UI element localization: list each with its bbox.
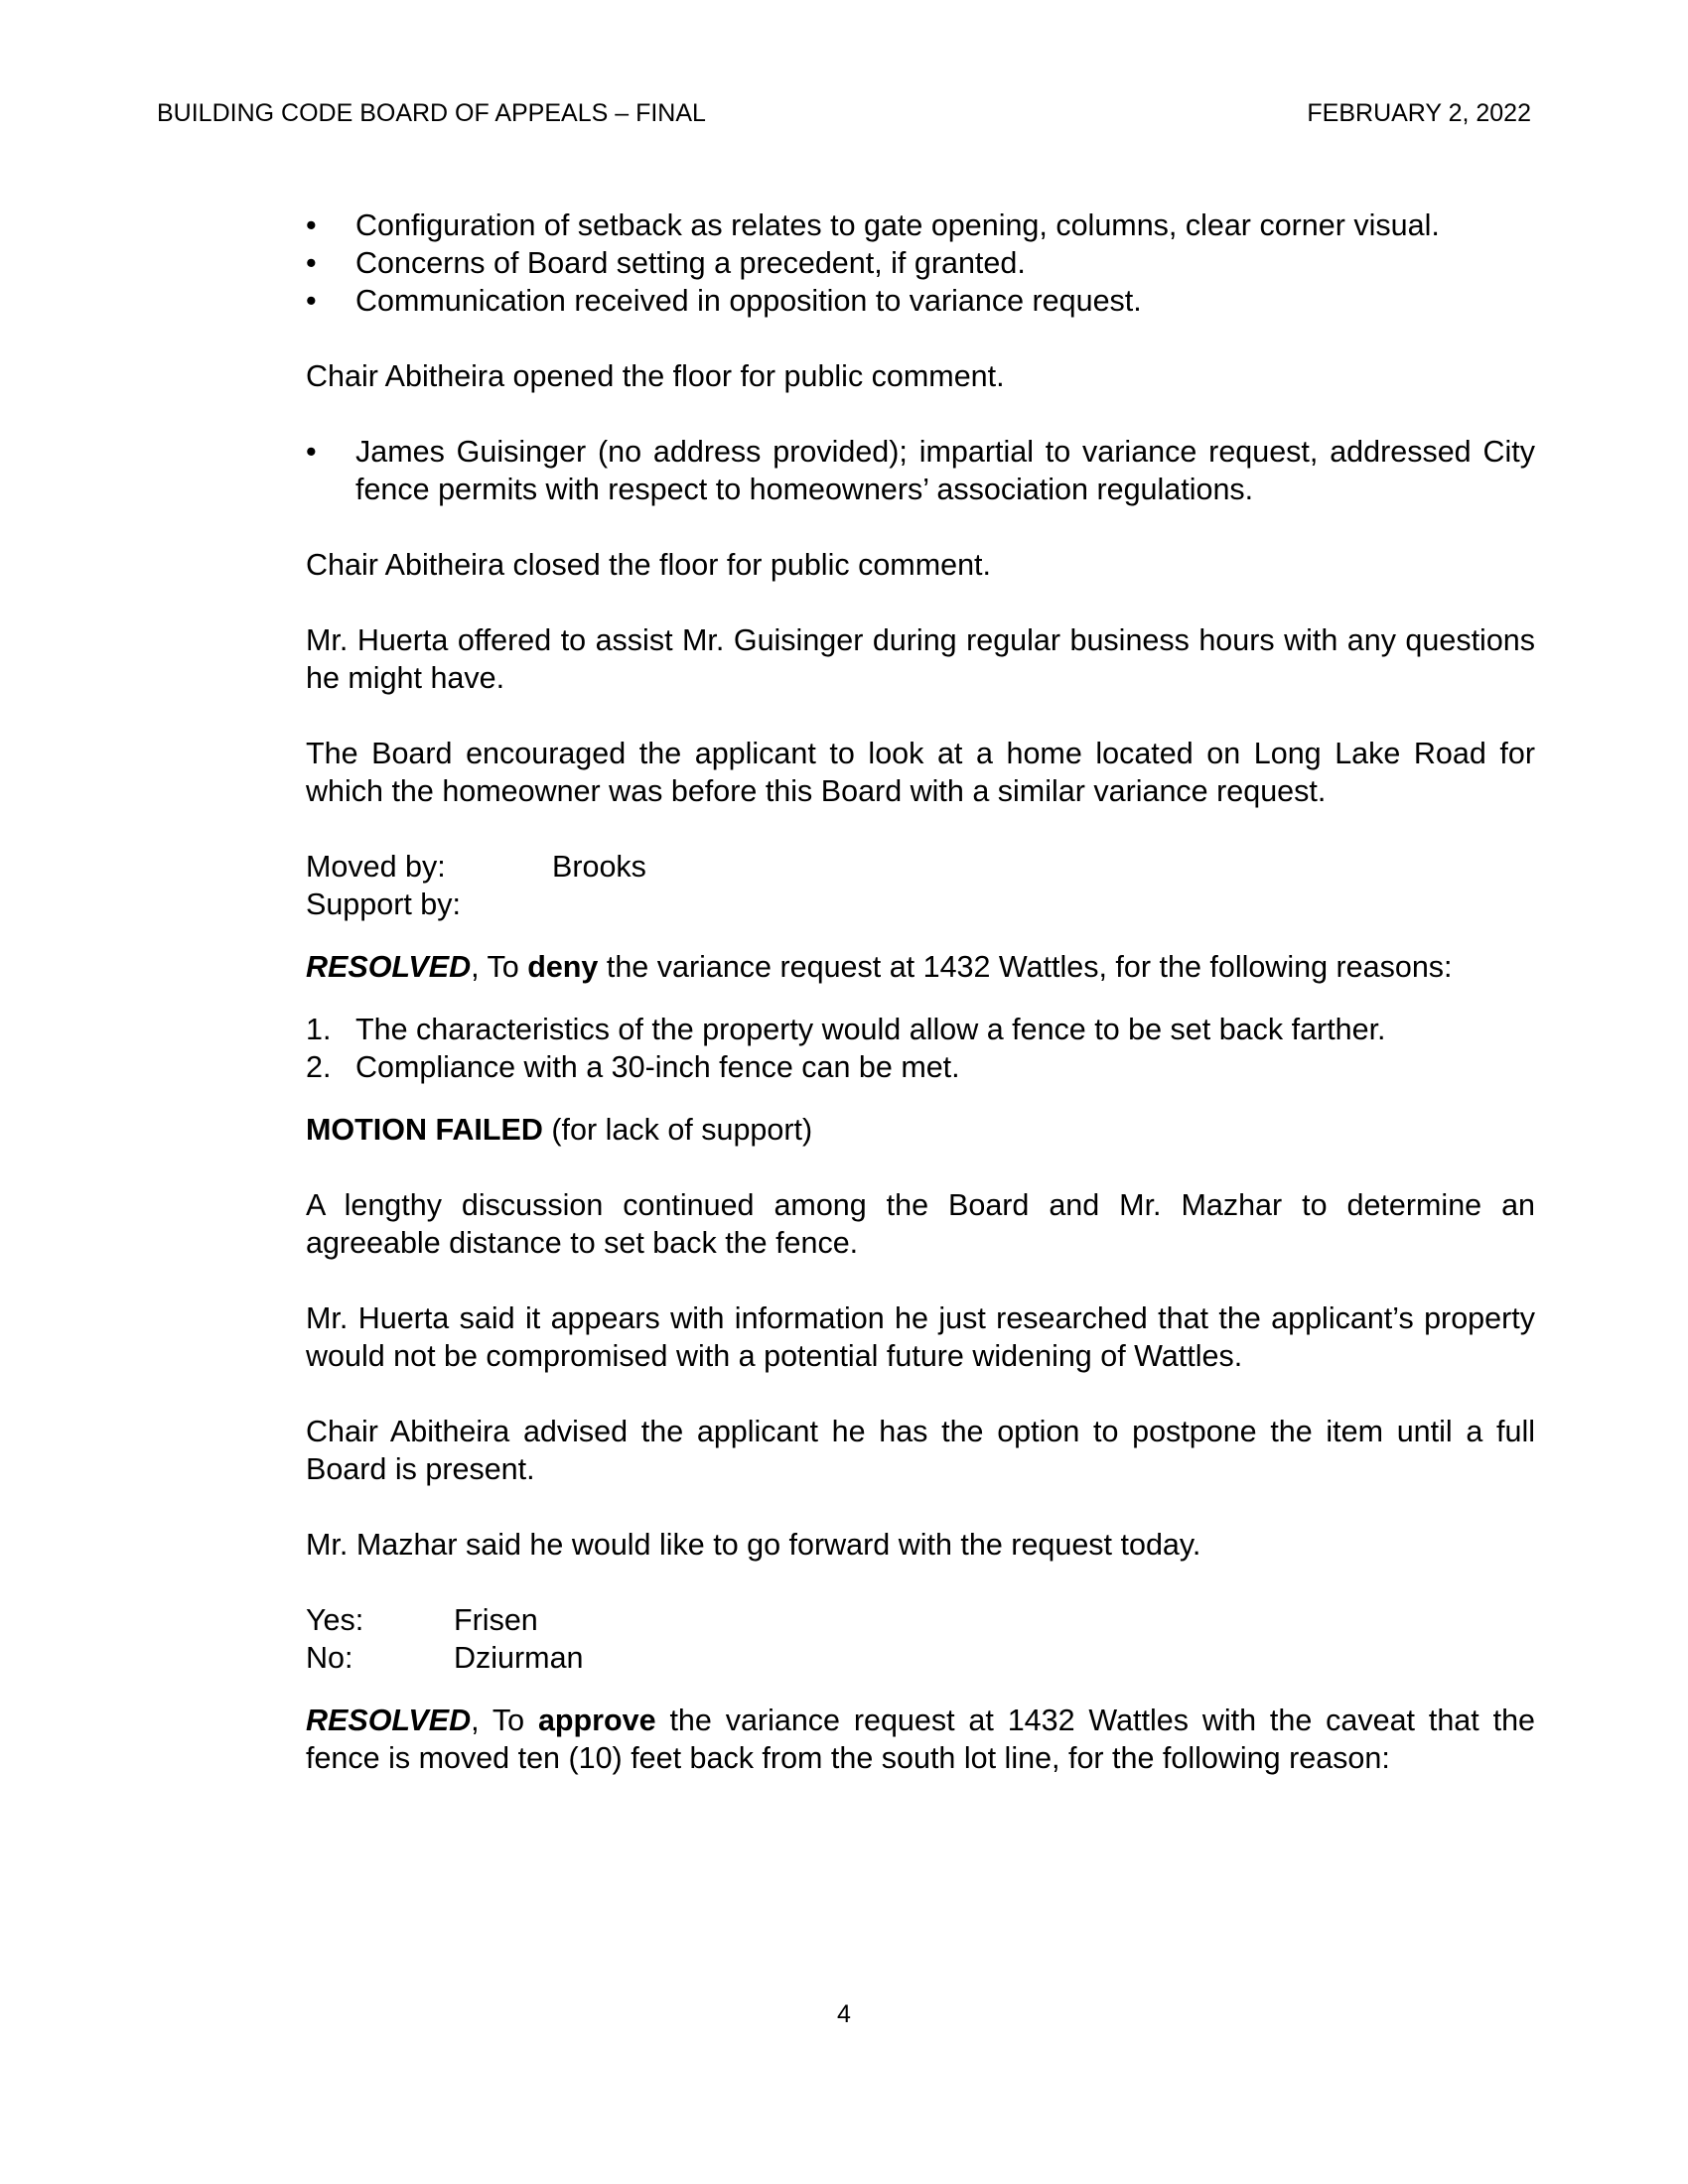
paragraph-open-floor: Chair Abitheira opened the floor for public comment. (306, 359, 1005, 393)
document-body (306, 206, 1535, 1777)
bullet-icon: • (306, 435, 317, 469)
discussion-bullet-list (306, 206, 1535, 320)
motion-1-movers (306, 848, 1535, 923)
vote-no-label: No: (306, 1641, 353, 1675)
paragraph-huerta-offer: Mr. Huerta offered to assist Mr. Guisinger during regular business hours with any questions he might have. (306, 623, 1535, 695)
bullet-icon: • (306, 246, 317, 280)
public-comment-list (306, 433, 1535, 508)
support-by-row (306, 886, 1535, 923)
vote-yes-row (306, 1601, 1535, 1639)
motion-result: MOTION FAILED (for lack of support) (306, 1113, 813, 1147)
vote-block (306, 1601, 1535, 1677)
paragraph-chair-advised: Chair Abitheira advised the applicant he has the option to postpone the item until a full Board is present. (306, 1415, 1535, 1486)
list-item: 2. Compliance with a 30-inch fence can be met. (306, 1050, 960, 1084)
bullet-icon: • (306, 208, 317, 242)
paragraph-huerta-research: Mr. Huerta said it appears with information he just researched that the applicant’s property would not be compromised with a potential future widening of Wattles. (306, 1301, 1535, 1373)
paragraph-lengthy-discussion: A lengthy discussion continued among the Board and Mr. Mazhar to determine an agreeable distance to set back the fence. (306, 1188, 1535, 1260)
list-item: • Concerns of Board setting a precedent, if granted. (306, 246, 1026, 280)
resolution-deny: RESOLVED, To deny the variance request at 1432 Wattles, for the following reasons: (306, 950, 1453, 984)
moved-by-value: Brooks (552, 850, 646, 884)
vote-yes-label: Yes: (306, 1603, 364, 1637)
vote-yes-value: Frisen (454, 1603, 538, 1637)
paragraph-board-encouraged: The Board encouraged the applicant to look at a home located on Long Lake Road for which the homeowner was before this Board with a similar variance request. (306, 737, 1535, 808)
list-item: • James Guisinger (no address provided); impartial to variance request, addressed City fence permits with respect to homeowners’ association regulations. (306, 435, 1535, 506)
header-date: FEBRUARY 2, 2022 (1307, 99, 1531, 127)
header-title: BUILDING CODE BOARD OF APPEALS – FINAL (157, 99, 706, 127)
list-item: • Communication received in opposition to variance request. (306, 284, 1142, 318)
page-header (157, 99, 1531, 128)
deny-reasons-list (306, 1011, 1535, 1086)
paragraph-close-floor: Chair Abitheira closed the floor for public comment. (306, 548, 991, 582)
list-item: 1. The characteristics of the property would allow a fence to be set back farther. (306, 1013, 1386, 1046)
bullet-icon: • (306, 284, 317, 318)
vote-no-value: Dziurman (454, 1641, 584, 1675)
paragraph-mazhar: Mr. Mazhar said he would like to go forward with the request today. (306, 1528, 1201, 1562)
vote-no-row (306, 1639, 1535, 1677)
list-item: • Configuration of setback as relates to gate opening, columns, clear corner visual. (306, 208, 1440, 242)
moved-by-label: Moved by: (306, 850, 446, 884)
support-by-label: Support by: (306, 887, 461, 921)
moved-by-row (306, 848, 1535, 886)
page-number: 4 (837, 2000, 851, 2028)
resolution-approve: RESOLVED, To approve the variance request at 1432 Wattles with the caveat that the fence is moved ten (10) feet back from the south lot line, for the following reason: (306, 1704, 1535, 1775)
